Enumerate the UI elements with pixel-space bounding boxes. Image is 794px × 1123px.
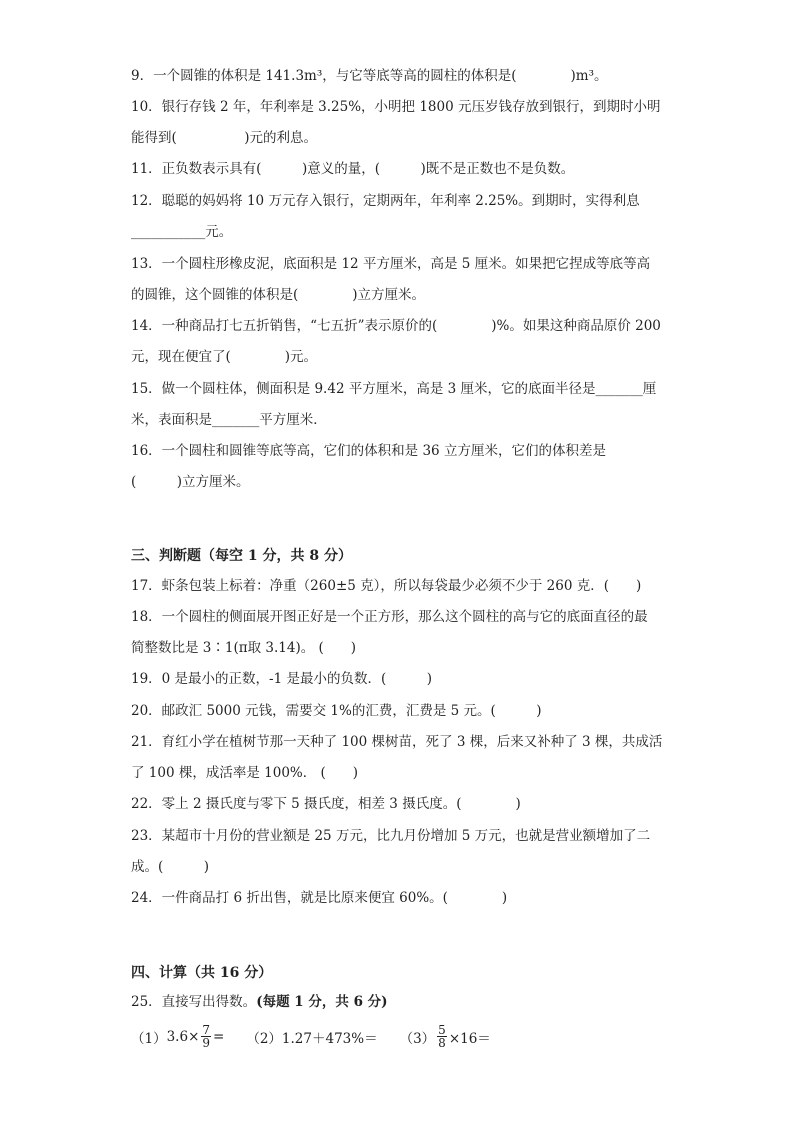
section-3-title: 三、判断题（每空 1 分，共 8 分） (131, 548, 352, 564)
question-25-note: (每题 1 分，共 6 分) (256, 994, 388, 1010)
calc-pre: 3.6× (166, 1028, 200, 1045)
question-16-line1: 16．一个圆柱和圆锥等底等高，它们的体积和是 36 立方厘米，它们的体积差是 (131, 443, 606, 459)
calc-item-2 (246, 1027, 377, 1047)
fraction (201, 1024, 211, 1049)
question-19: 19．0 是最小的正数，-1 是最小的负数．( ) (131, 671, 433, 687)
calc-pre: 1.27＋473%＝ (281, 1030, 378, 1047)
question-20: 20．邮政汇 5000 元钱，需要交 1%的汇费，汇费是 5 元。( ) (131, 703, 542, 719)
question-14-line1: 14．一种商品打七五折销售，“七五折”表示原价的( )%。如果这种商品原价 200 (131, 318, 661, 334)
fraction (437, 1024, 447, 1049)
question-15-line1: 15．做一个圆柱体，侧面积是 9.42 平方厘米，高是 3 厘米，它的底面半径是_______厘 (131, 381, 657, 397)
question-9: 9．一个圆锥的体积是 141.3m³，与它等底等高的圆柱的体积是( )m³。 (131, 68, 608, 84)
question-18-line1: 18．一个圆柱的侧面展开图正好是一个正方形，那么这个圆柱的高与它的底面直径的最 (131, 609, 648, 625)
question-12-line2: ___________元。 (131, 224, 233, 240)
question-17: 17．虾条包装上标着：净重（260±5 克），所以每袋最少必须不少于 260 克．( ) (131, 578, 642, 594)
question-23-line2: 成。( ) (131, 859, 210, 875)
calc-label: （3） (399, 1030, 436, 1047)
fraction-denominator: 8 (438, 1036, 446, 1050)
calc-post: ×16＝ (448, 1030, 491, 1047)
question-23-line1: 23．某超市十月份的营业额是 25 万元，比九月份增加 5 万元，也就是营业额增加了二 (131, 828, 651, 844)
question-10-line1: 10．银行存钱 2 年，年利率是 3.25%，小明把 1800 元压岁钱存放到银行，到期时小明 (131, 99, 661, 115)
question-21-line1: 21．育红小学在植树节那一天种了 100 棵树苗，死了 3 棵，后来又补种了 3 棵，共成活 (131, 734, 663, 750)
fraction-denominator: 9 (202, 1036, 211, 1050)
question-25 (131, 993, 388, 1011)
section-4-title: 四、计算（共 16 分） (131, 965, 273, 981)
question-10-line2: 能得到( )元的利息。 (131, 130, 318, 146)
question-13-line2: 的圆锥，这个圆锥的体积是( )立方厘米。 (131, 287, 426, 303)
calc-item-1 (131, 1024, 224, 1049)
question-25-prompt: 25．直接写出得数。 (131, 994, 257, 1010)
question-11: 11．正负数表示具有( )意义的量，( )既不是正数也不是负数。 (131, 161, 575, 177)
fraction-numerator: 5 (438, 1023, 446, 1037)
fraction-numerator: 7 (202, 1023, 211, 1037)
calc-label: （2） (246, 1030, 282, 1047)
calc-row (131, 1024, 513, 1049)
question-16-line2: ( )立方厘米。 (131, 474, 250, 490)
calc-item-3 (400, 1024, 491, 1049)
question-15-line2: 米，表面积是_______平方厘米． (131, 412, 327, 428)
question-13-line1: 13．一个圆柱形橡皮泥，底面积是 12 平方厘米，高是 5 厘米。如果把它捏成等底等高 (131, 256, 651, 272)
question-24: 24．一件商品打 6 折出售，就是比原来便宜 60%。( ) (131, 890, 508, 906)
question-22: 22．零上 2 摄氏度与零下 5 摄氏度，相差 3 摄氏度。( ) (131, 796, 521, 812)
question-18-line2: 简整数比是 3∶1(π取 3.14)。 ( ) (131, 640, 357, 656)
question-14-line2: 元，现在便宜了( )元。 (131, 349, 318, 365)
question-21-line2: 了 100 棵，成活率是 100%． ( ) (131, 765, 359, 781)
calc-label: （1） (131, 1030, 167, 1047)
question-12-line1: 12．聪聪的妈妈将 10 万元存入银行，定期两年，年利率 2.25%。到期时，实得利息 (131, 193, 640, 209)
calc-post: = (213, 1028, 225, 1045)
